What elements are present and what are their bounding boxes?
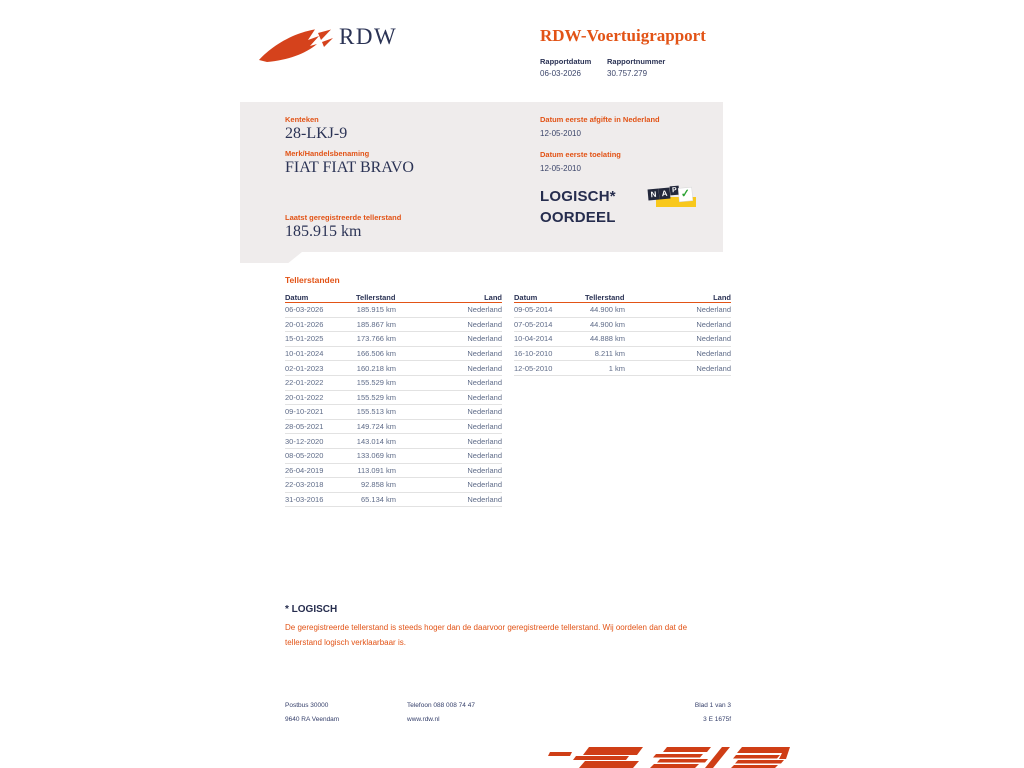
nap-letter-n: N [648, 189, 660, 201]
footer-address-line1: Postbus 30000 [285, 702, 329, 709]
table-row [285, 405, 502, 420]
column-header-land: Land [484, 293, 502, 302]
table-header-row [514, 290, 731, 303]
table-row [285, 376, 502, 391]
cell-datum: 08-05-2020 [285, 451, 324, 461]
logisch-footnote-text: De geregistreerde tellerstand is steeds hoger dan de daarvoor geregistreerde tellerstand. Wij oordelen dan dat de tellerstand logisch verklaarbaar is. [285, 623, 688, 647]
column-header-tellerstand: Tellerstand [585, 293, 625, 302]
table-row [285, 303, 502, 318]
cell-tellerstand: 185.867 km [356, 319, 396, 329]
table-row [285, 434, 502, 449]
cell-land: Nederland [467, 363, 502, 373]
cell-land: Nederland [467, 436, 502, 446]
table-row [285, 478, 502, 493]
cell-datum: 22-03-2018 [285, 480, 324, 490]
cell-tellerstand: 1 km [608, 363, 625, 373]
kenteken-value: 28-LKJ-9 [285, 125, 348, 142]
rdw-wordmark: RDW [339, 24, 398, 49]
cell-datum: 16-10-2010 [514, 349, 553, 359]
toelating-label: Datum eerste toelating [540, 150, 621, 159]
footer-phone: Telefoon 088 008 74 47 [407, 702, 475, 709]
cell-land: Nederland [467, 451, 502, 461]
merk-value: FIAT FIAT BRAVO [285, 159, 414, 176]
tellerstanden-heading: Tellerstanden [285, 275, 340, 285]
cell-tellerstand: 44.900 km [589, 305, 625, 315]
merk-label: Merk/Handelsbenaming [285, 149, 370, 158]
cell-datum: 22-01-2022 [285, 378, 324, 388]
cell-land: Nederland [467, 495, 502, 505]
afgifte-label: Datum eerste afgifte in Nederland [540, 115, 660, 124]
table-row [514, 318, 731, 333]
cell-datum: 10-01-2024 [285, 349, 324, 359]
footer-page-indicator: Blad 1 van 3 [694, 702, 731, 709]
laatste-tellerstand-value: 185.915 km [285, 223, 362, 240]
table-row [285, 464, 502, 479]
oordeel-line2: OORDEEL [540, 209, 616, 226]
report-number-label: Rapportnummer [607, 57, 666, 66]
column-header-datum: Datum [514, 293, 538, 302]
table-row [285, 420, 502, 435]
kenteken-label: Kenteken [285, 115, 319, 124]
cell-datum: 15-01-2025 [285, 334, 324, 344]
cell-tellerstand: 160.218 km [356, 363, 396, 373]
nap-letter-a: A [659, 187, 671, 199]
cell-datum: 02-01-2023 [285, 363, 324, 373]
cell-datum: 26-04-2019 [285, 465, 324, 475]
cell-tellerstand: 133.069 km [356, 451, 396, 461]
page-title: RDW-Voertuigrapport [540, 26, 706, 45]
cell-tellerstand: 113.091 km [357, 465, 396, 475]
cell-land: Nederland [467, 422, 502, 432]
column-header-land: Land [713, 293, 731, 302]
nap-check-icon: ✓ [680, 187, 691, 201]
cell-datum: 12-05-2010 [514, 363, 553, 373]
footer-address-line2: 9640 RA Veendam [285, 716, 340, 723]
cell-land: Nederland [467, 480, 502, 490]
cell-tellerstand: 149.724 km [356, 422, 396, 432]
cell-land: Nederland [467, 378, 502, 388]
oordeel-line1: LOGISCH* [540, 188, 616, 205]
cell-land: Nederland [696, 334, 731, 344]
cell-land: Nederland [467, 305, 502, 315]
cell-land: Nederland [696, 363, 731, 373]
nap-letter-p: P [670, 186, 680, 196]
cell-tellerstand: 155.513 km [356, 407, 396, 417]
cell-tellerstand: 8.211 km [594, 349, 625, 359]
toelating-value: 12-05-2010 [540, 164, 581, 173]
tellerstanden-table-left [285, 290, 502, 507]
oordeel-verdict [540, 186, 616, 228]
report-date-value: 06-03-2026 [540, 69, 581, 78]
cell-land: Nederland [696, 349, 731, 359]
table-row [514, 332, 731, 347]
table-row [285, 347, 502, 362]
cell-datum: 20-01-2022 [285, 392, 324, 402]
cell-datum: 30-12-2020 [285, 436, 324, 446]
cell-land: Nederland [696, 305, 731, 315]
cell-tellerstand: 155.529 km [356, 378, 396, 388]
laatste-tellerstand-label: Laatst geregistreerde tellerstand [285, 213, 402, 222]
nap-logo [648, 185, 698, 212]
footer-form-code: 3 E 1675f [703, 716, 731, 723]
column-header-datum: Datum [285, 293, 309, 302]
cell-tellerstand: 44.888 km [589, 334, 625, 344]
table-row [285, 361, 502, 376]
cell-datum: 28-05-2021 [285, 422, 324, 432]
cell-tellerstand: 92.858 km [360, 480, 396, 490]
report-number-value: 30.757.279 [607, 69, 648, 78]
table-row [285, 493, 502, 508]
table-row [285, 318, 502, 333]
footer-website: www.rdw.nl [407, 716, 440, 723]
cell-land: Nederland [467, 465, 502, 475]
table-row [285, 391, 502, 406]
table-header-row [285, 290, 502, 303]
cell-land: Nederland [696, 319, 731, 329]
table-row [514, 347, 731, 362]
cell-land: Nederland [467, 349, 502, 359]
cell-datum: 06-03-2026 [285, 305, 324, 315]
cell-datum: 09-10-2021 [285, 407, 324, 417]
cell-land: Nederland [467, 392, 502, 402]
report-date-label: Rapportdatum [540, 57, 592, 66]
cell-land: Nederland [467, 319, 502, 329]
cell-datum: 31-03-2016 [285, 495, 324, 505]
rdw-wing-icon [258, 28, 336, 64]
cell-land: Nederland [467, 334, 502, 344]
vehicle-summary-box [240, 102, 723, 252]
afgifte-value: 12-05-2010 [540, 129, 581, 138]
cell-tellerstand: 173.766 km [356, 334, 396, 344]
cell-tellerstand: 166.506 km [356, 349, 396, 359]
table-row [285, 449, 502, 464]
logisch-footnote-heading: * LOGISCH [285, 604, 338, 615]
cell-datum: 09-05-2014 [514, 305, 553, 315]
table-row [285, 332, 502, 347]
cell-tellerstand: 155.529 km [356, 392, 396, 402]
table-row [514, 303, 731, 318]
cell-tellerstand: 143.014 km [356, 436, 396, 446]
cell-tellerstand: 44.900 km [589, 319, 625, 329]
cell-datum: 20-01-2026 [285, 319, 324, 329]
table-row [514, 361, 731, 376]
column-header-tellerstand: Tellerstand [356, 293, 396, 302]
cell-datum: 07-05-2014 [514, 319, 553, 329]
cell-land: Nederland [467, 407, 502, 417]
cell-tellerstand: 185.915 km [356, 305, 396, 315]
cell-datum: 10-04-2014 [514, 334, 553, 344]
footer-stripes-graphic [545, 743, 790, 768]
cell-tellerstand: 65.134 km [360, 495, 396, 505]
tellerstanden-table-right [514, 290, 731, 376]
